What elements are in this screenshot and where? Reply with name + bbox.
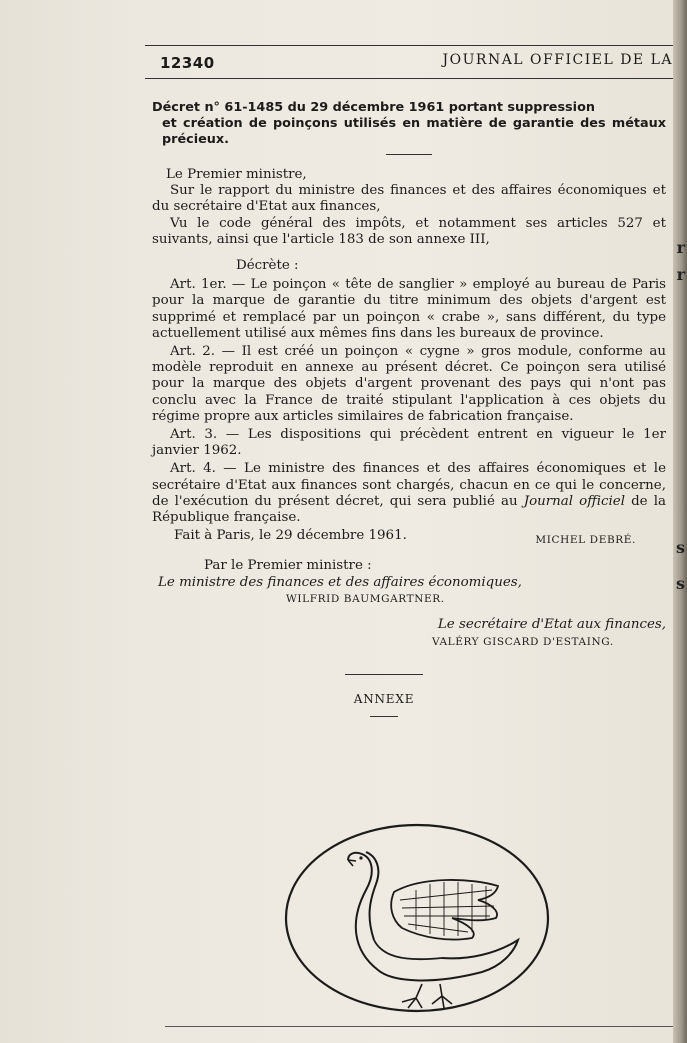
decrete-heading: Décrète : [236,258,299,274]
header-rule [145,78,677,79]
article-3: Art. 3. — Les dispositions qui précèdent entrent en vigueur le 1er janvier 1962. [152,427,666,459]
title-separator [386,154,432,155]
signature-baumgartner: WILFRID BAUMGARTNER. [286,592,445,605]
margin-letter: s [675,574,685,593]
minister-line: Le Premier ministre, [166,167,307,182]
bottom-rule [165,1026,677,1027]
article-4-text-b: de la République française. [152,493,666,526]
decree-title-line2: et création de poinçons utilisés en matière de garantie des métaux précieux. [162,116,666,147]
decree-title-line1: Décret n° 61-1485 du 29 décembre 1961 portant suppression [152,100,595,115]
signature-giscard: VALÉRY GISCARD D'ESTAING. [432,636,614,649]
article-4 [152,461,666,526]
fait-line: Fait à Paris, le 29 décembre 1961. [174,528,407,544]
decree-title [152,100,666,148]
page-number: 12340 [160,54,215,72]
swan-hallmark-illustration [282,820,552,1016]
vu-paragraph: Vu le code général des impôts, et notamment ses articles 527 et suivants, ainsi que l'article 183 de son annexe III, [152,215,666,247]
secretaire-line: Le secrétaire d'Etat aux finances, [437,617,666,633]
fait-a-paris [152,528,666,547]
margin-letter: r [676,238,685,257]
top-rule [145,45,677,46]
article-2: Art. 2. — Il est créé un poinçon « cygne » gros module, conforme au modèle reproduit en annexe au présent décret. Ce poinçon sera utilisé pour la marque des objets d'argent provenant des pays qui n'ont pas conclu avec la France de traité stipulant l'application à ces objets du régime propre aux articles similaires de fabrication française. [152,344,666,424]
ministre-finances-line: Le ministre des finances et des affaires économiques, [158,574,522,590]
par-premier-ministre: Par le Premier ministre : [204,558,372,574]
decree-content [152,100,666,717]
annex-heading: ANNEXE [353,692,415,707]
journal-title: JOURNAL OFFICIEL DE LA [442,52,673,68]
page-edge-margin [673,0,687,1043]
article-1: Art. 1er. — Le poinçon « tête de sanglier » employé au bureau de Paris pour la marque de garantie du titre minimum des objets d'argent est supprimé et remplacé par un poinçon « crabe », sans différent, du type actuellement utilisé aux mêmes fins dans les bureaux de province. [152,277,666,341]
margin-letter: r [676,265,685,284]
rapport-paragraph: Sur le rapport du ministre des finances et des affaires économiques et du secrétaire d'Etat aux finances, [152,183,666,215]
article-4-journal-italic: Journal officiel [523,493,625,509]
margin-letter: s [675,538,685,557]
annex-separator [345,674,423,675]
article-4-text-a: Art. 4. — Le ministre des finances et des affaires économiques et le secrétaire d'Etat aux finances sont chargés, chacun en ce qui le concerne, de l'exécution du présent décret, qui sera publié au [152,461,666,509]
signature-debre: MICHEL DEBRÉ. [535,534,636,547]
annex-heading-rule [370,716,398,717]
